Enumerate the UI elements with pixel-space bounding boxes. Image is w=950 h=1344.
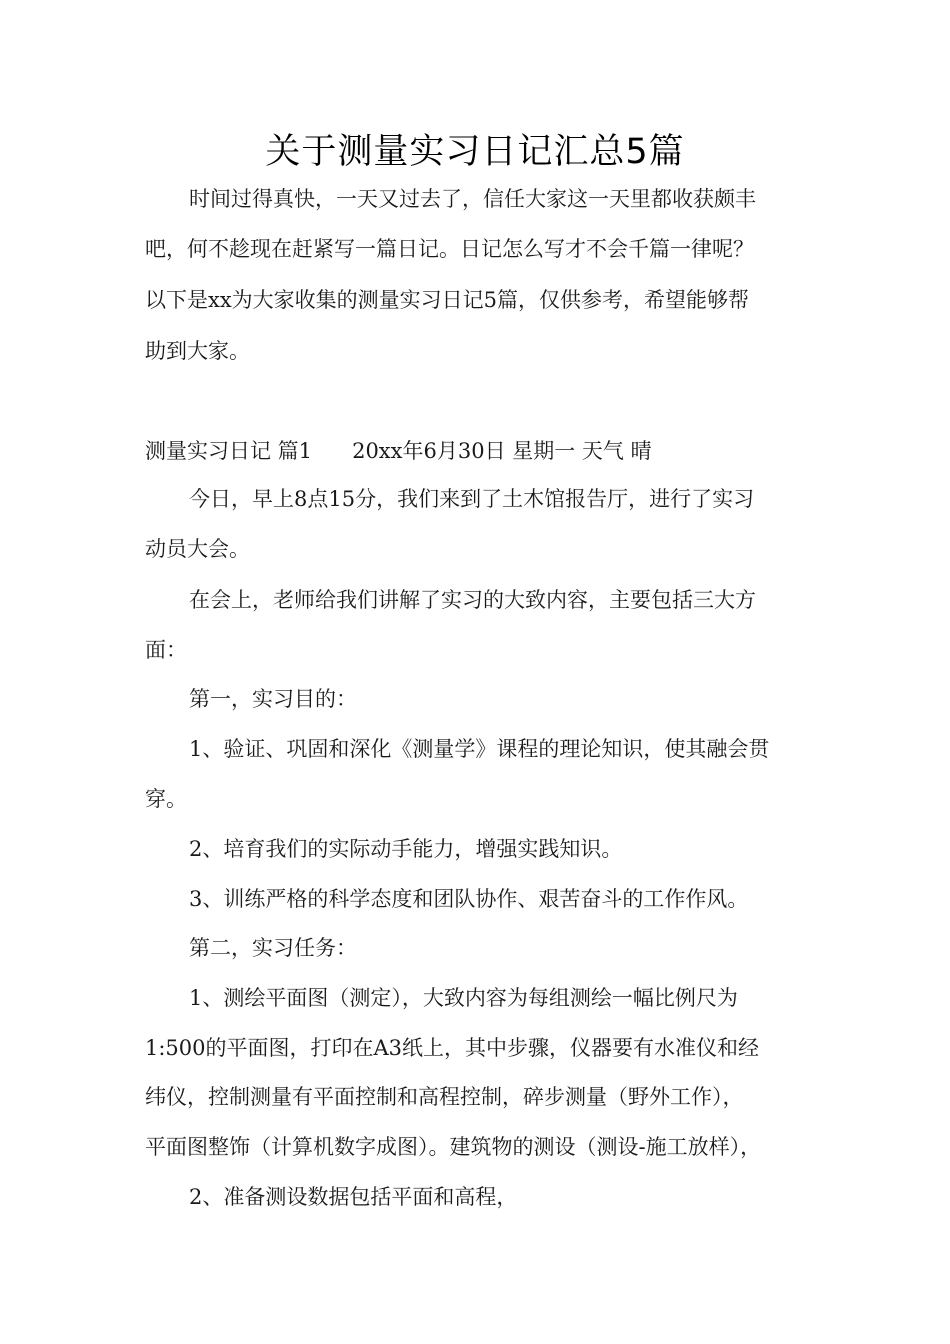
body-line: 第二，实习任务： <box>189 936 357 960</box>
document-title: 关于测量实习日记汇总5篇 <box>265 132 685 172</box>
body-line: 3、训练严格的科学态度和团队协作、艰苦奋斗的工作作风。 <box>189 887 749 911</box>
body-line: 动员大会。 <box>145 537 250 561</box>
body-line: 在会上，老师给我们讲解了实习的大致内容，主要包括三大方 <box>189 588 756 612</box>
body-line: 穿。 <box>145 787 187 811</box>
body-line: 面： <box>145 638 187 662</box>
body-line: 2、准备测设数据包括平面和高程， <box>189 1185 518 1209</box>
body-line: 纬仪，控制测量有平面控制和高程控制，碎步测量（野外工作）， <box>145 1085 744 1109</box>
body-line: 第一，实习目的： <box>189 687 357 711</box>
intro-line: 助到大家。 <box>145 339 250 363</box>
body-line: 1、验证、巩固和深化《测量学》课程的理论知识，使其融会贯 <box>189 737 770 761</box>
intro-line: 时间过得真快，一天又过去了，信任大家这一天里都收获颇丰 <box>189 187 756 211</box>
body-line: 1、测绘平面图（测定），大致内容为每组测绘一幅比例尺为 <box>189 986 738 1010</box>
intro-line: 吧，何不趁现在赶紧写一篇日记。日记怎么写才不会千篇一律呢？ <box>145 237 754 261</box>
body-line: 1:500的平面图，打印在A3纸上，其中步骤，仪器要有水准仪和经 <box>145 1036 760 1060</box>
body-line: 今日，早上8点15分，我们来到了土木馆报告厅，进行了实习 <box>189 487 755 511</box>
body-line: 2、培育我们的实际动手能力，增强实践知识。 <box>189 837 623 861</box>
body-line: 平面图整饰（计算机数字成图）。建筑物的测设（测设-施工放样）， <box>145 1135 762 1159</box>
intro-line: 以下是xx为大家收集的测量实习日记5篇，仅供参考，希望能够帮 <box>145 288 750 312</box>
entry-header: 测量实习日记 篇1 20xx年6月30日 星期一 天气 晴 <box>145 439 652 463</box>
